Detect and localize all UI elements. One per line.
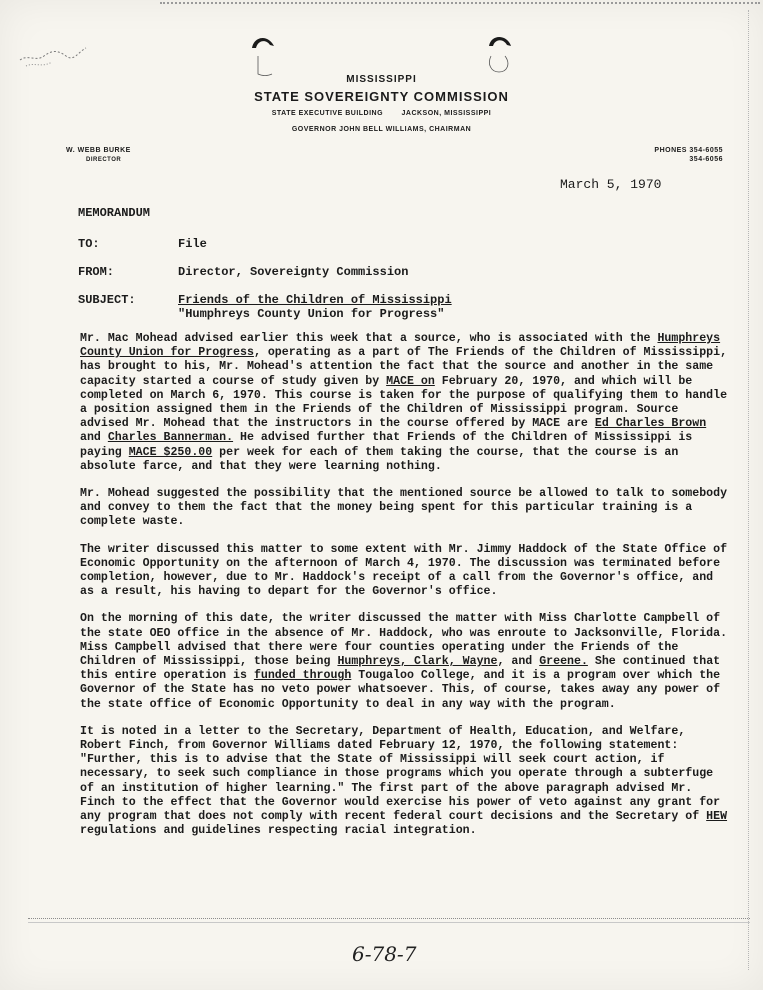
p1-underlined-amount: MACE $250.00 [128,445,213,459]
phone-number-1: PHONES 354-6055 [654,147,723,154]
director-name: W. WEBB BURKE [66,147,131,154]
subject-value [178,293,452,321]
p5-underlined-hew: HEW [706,810,728,824]
subject-line-1: Friends of the Children of Mississippi [178,293,452,307]
p4-text-g: Tougaloo College, and it is a program over which the Governor of the State has no veto power whatsoever. This, of course, takes away any power of the state office of Economic Opportunity to deal in any way with the program. [80,669,721,711]
letterhead-city: JACKSON, MISSISSIPPI [401,110,492,117]
p1-text-a: Mr. Mac Mohead advised earlier this week that a source, who is associated with the [80,332,658,345]
p5-text-a: It is noted in a letter to the Secretary, Department of Health, Education, and Welfare, Robert Finch, from Governor Williams dated February 12, 1970, the following statement: "Further, this is to advise that the State of Mississippi will seek court action, if necessary, to seek such compliance in those programs which you operate through a subterfuge of an institution of higher learning." The first part of the above paragraph advised Mr. Finch to the effect that the Governor would exercise his power of veto against any grant for any program that does not comply with recent federal court decisions and the Secretary of [80,724,721,824]
p4-underlined-funded: funded through [253,669,352,683]
bottom-divider-shadow [28,922,750,923]
to-label: TO: [78,237,100,251]
paragraph-1 [80,332,728,474]
p4-underlined-greene: Greene. [539,655,588,669]
p1-underlined-bannerman: Charles Bannerman. [107,431,234,445]
bottom-divider [28,918,750,919]
subject-line-2: "Humphreys County Union for Progress" [178,307,445,321]
p4-text-e: She continued that this entire operation is [80,655,721,683]
letterhead-commission: STATE SOVEREIGNTY COMMISSION [254,89,509,104]
letterhead-state: MISSISSIPPI [346,74,417,85]
paragraph-3: The writer discussed this matter to some extent with Mr. Jimmy Haddock of the State Office of Economic Opportunity on the afternoon of March 4, 1970. The discussion was terminated before completion, however, due to Mr. Haddock's receipt of a call from the Governor's office, and as a result, his having to depart for the Governor's office. [80,542,728,599]
memo-heading: MEMORANDUM [78,206,151,220]
p1-underlined-org: Humphreys County Union for Progress [80,332,721,360]
letterhead-governor: GOVERNOR JOHN BELL WILLIAMS, CHAIRMAN [291,126,472,133]
phone-number-2: 354-6056 [689,156,723,163]
p1-text-k: per week for each of them taking the course, that the course is an absolute farce, and that they were learning nothing. [80,445,679,473]
p1-text-c: , operating as a part of The Friends of the Children of Mississippi, has brought to his, Mr. Mohead's attention the fact that the source and another in the same capacity started a course of study given by [80,346,728,388]
p4-text-a: On the morning of this date, the writer discussed the matter with Miss Charlotte Campbell of the state OEO office in the absence of Mr. Haddock, who was enroute to Jacksonville, Florida. Miss Campbell advised that there were four counties operating under the Friends of the Children of Mississippi, those being [80,612,728,669]
scan-edge-right [748,10,749,970]
to-value: File [178,237,207,251]
p1-text-e: February 20, 1970, and which will be completed on March 6, 1970. This course is taken for the purpose of qualifying them to handle a position assigned them in the Friends of the Children of Mississippi program. Source advised Mr. Mohead that the instructors in the course offered by MACE are [80,374,728,431]
p1-text-g: and [80,431,108,445]
letterhead-building: STATE EXECUTIVE BUILDING [271,110,384,117]
p4-underlined-counties: Humphreys, Clark, Wayne [337,655,498,669]
from-label: FROM: [78,265,115,279]
subject-label: SUBJECT: [78,293,136,307]
paragraph-2: Mr. Mohead suggested the possibility that the mentioned source be allowed to talk to somebody and convey to them the fact that the money being spent for this particular training is a complete waste. [80,487,728,529]
letterhead-address [0,110,763,117]
phone-numbers [613,147,723,163]
handwritten-page-number: 6-78-7 [352,942,417,966]
paragraph-4 [80,612,728,711]
p5-text-c: regulations and guidelines respecting racial integration. [80,824,477,838]
memo-body [80,332,728,852]
p1-text-i: He advised further that Friends of the Children of Mississippi is paying [80,431,693,459]
from-value: Director, Sovereignty Commission [178,265,409,279]
director-title: DIRECTOR [86,157,122,163]
paragraph-5 [80,725,728,839]
margin-scribble-mark [18,42,88,72]
p1-underlined-mace: MACE on [386,374,435,388]
memo-date: March 5, 1970 [560,177,662,192]
scan-edge-top [160,2,760,4]
p1-underlined-brown: Ed Charles Brown [594,417,707,431]
p4-text-c: , and [497,655,540,669]
